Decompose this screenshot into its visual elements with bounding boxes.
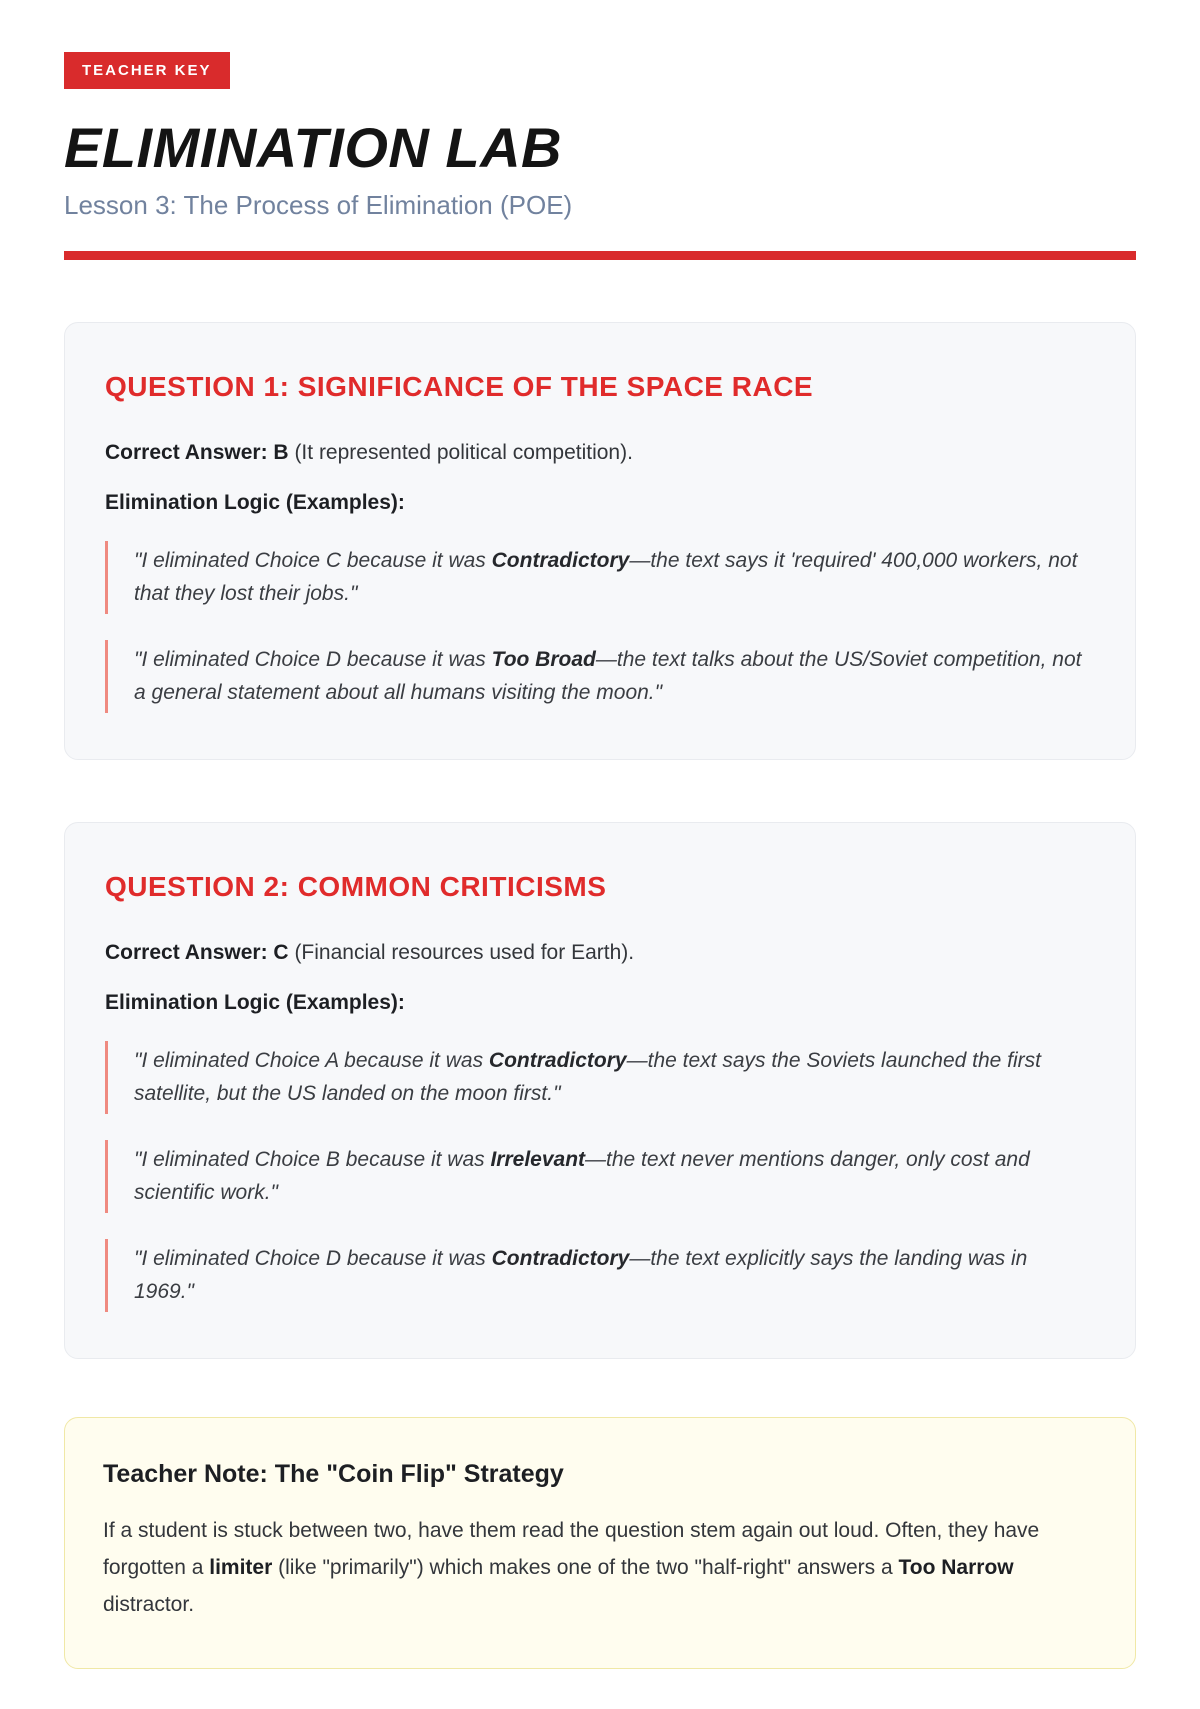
elimination-category-term: Contradictory (491, 549, 630, 572)
elimination-category-term: Contradictory (491, 1247, 630, 1271)
correct-answer-text: (It represented political competition). (288, 441, 633, 464)
quote-text: —the text talks about the US/Soviet competition, not a general statement about all humans visiting the moon." (134, 648, 1082, 704)
elimination-category-term: Contradictory (488, 1049, 627, 1073)
question-2-correct-answer (105, 941, 1095, 965)
quote-text: —the text never mentions danger, only cost and scientific work." (134, 1148, 1030, 1204)
correct-answer-label: Correct Answer: C (105, 941, 289, 965)
quote-text: —the text says the Soviets launched the first satellite, but the US landed on the moon first." (134, 1049, 1041, 1105)
elimination-quote (105, 1041, 1095, 1114)
red-divider (64, 251, 1136, 260)
note-text: If a student is stuck between two, have them read the question stem again out loud. Often, they have forgotten a (103, 1519, 1040, 1580)
teacher-note-heading: Teacher Note: The "Coin Flip" Strategy (103, 1460, 564, 1489)
elimination-logic-label: Elimination Logic (Examples): (105, 991, 405, 1015)
elimination-quote (105, 1140, 1095, 1213)
quote-text: "I eliminated Choice B because it was (134, 1148, 491, 1172)
note-text: distractor. (103, 1592, 195, 1616)
note-bold-term: Too Narrow (898, 1556, 1014, 1580)
quote-text: —the text says it 'required' 400,000 workers, not that they lost their jobs." (134, 549, 1078, 605)
page-title: ELIMINATION LAB (64, 116, 562, 179)
quote-text: "I eliminated Choice A because it was (134, 1049, 489, 1073)
header (64, 52, 1136, 260)
teacher-key-page (64, 0, 1136, 1709)
elimination-quote (105, 1239, 1095, 1312)
teacher-key-badge: TEACHER KEY (64, 52, 230, 89)
teacher-note-box (64, 1417, 1136, 1668)
correct-answer-text: (Financial resources used for Earth). (288, 941, 635, 965)
question-1-heading: QUESTION 1: SIGNIFICANCE OF THE SPACE RACE (105, 371, 814, 402)
teacher-note-body (103, 1513, 1095, 1623)
elimination-quote (105, 640, 1095, 713)
question-2-card (64, 822, 1136, 1359)
elimination-category-term: Irrelevant (490, 1148, 586, 1172)
quote-text: "I eliminated Choice D because it was (134, 1247, 492, 1271)
question-1-card (64, 322, 1136, 760)
correct-answer-label: Correct Answer: B (105, 441, 289, 464)
elimination-quote (105, 541, 1095, 614)
note-text: (like "primarily") which makes one of the two "half-right" answers a (272, 1556, 899, 1580)
quote-text: —the text explicitly says the landing was in 1969." (134, 1247, 1028, 1303)
question-1-correct-answer (105, 441, 1095, 465)
note-bold-term: limiter (209, 1556, 273, 1580)
elimination-category-term: Too Broad (491, 648, 596, 672)
quote-text: "I eliminated Choice D because it was (134, 648, 492, 672)
quote-text: "I eliminated Choice C because it was (134, 549, 492, 572)
page-subtitle: Lesson 3: The Process of Elimination (POE) (64, 190, 573, 220)
question-2-heading: QUESTION 2: COMMON CRITICISMS (105, 871, 607, 903)
elimination-logic-label: Elimination Logic (Examples): (105, 491, 405, 514)
